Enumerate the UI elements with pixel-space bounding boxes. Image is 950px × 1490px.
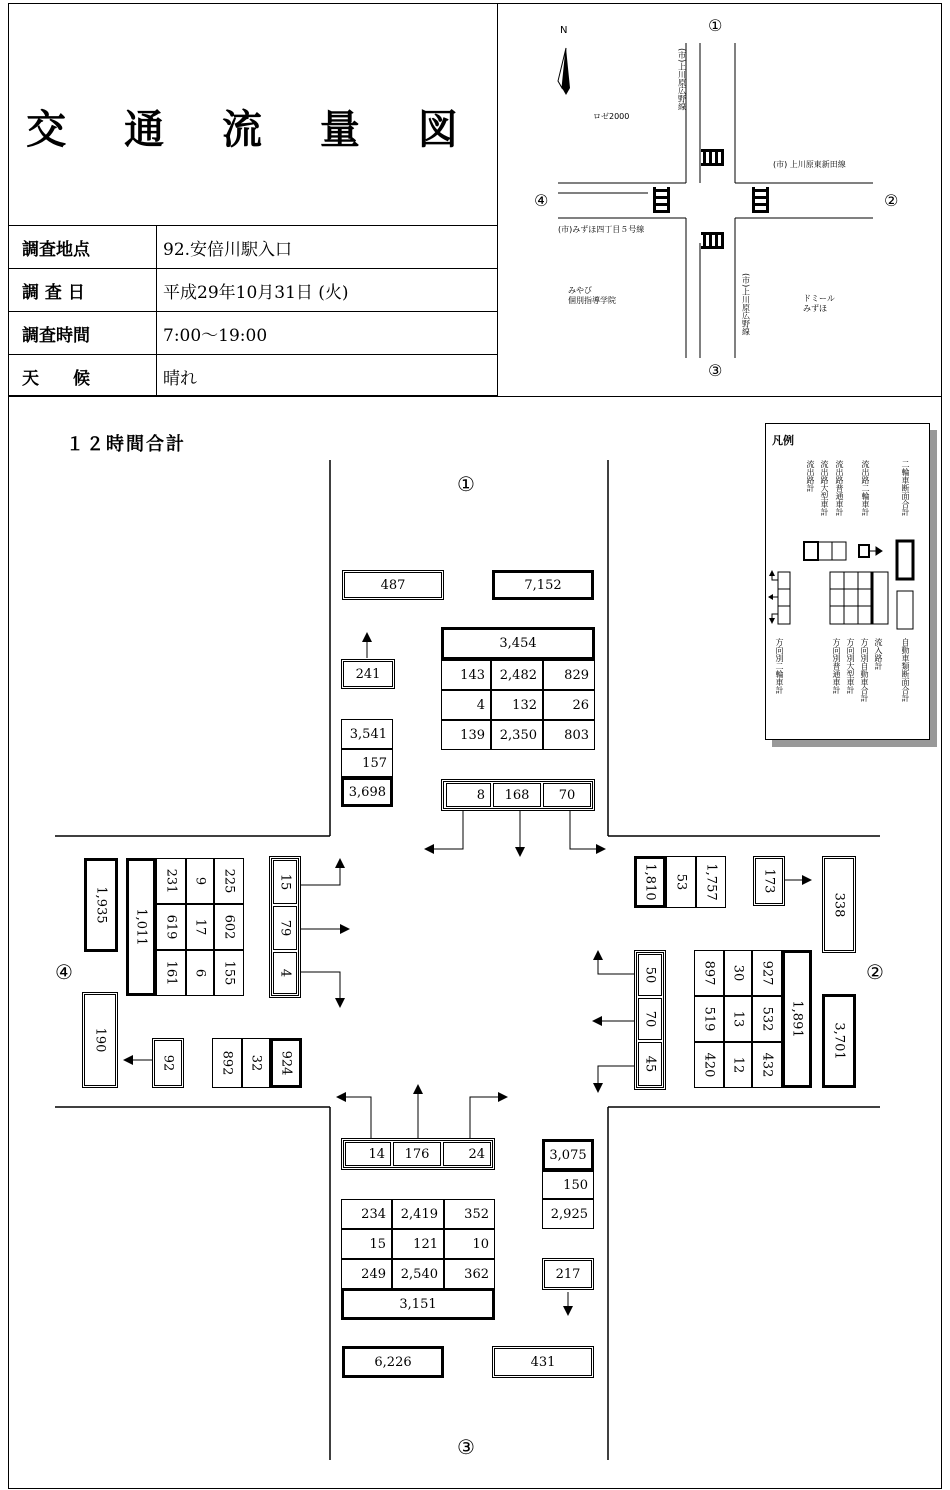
east-grid-cell	[752, 950, 782, 996]
map-approach-2: ②	[884, 191, 899, 210]
south-grid-cell: 10	[444, 1229, 495, 1259]
page-title: 交 通 流 量 図	[26, 107, 480, 153]
info-label: 調査時間	[8, 312, 157, 355]
south-out-bike: 217	[542, 1258, 594, 1290]
road-label-east: (市) 上川原東新田線	[773, 160, 846, 169]
east-bike-section-total	[822, 856, 856, 953]
west-in-total	[126, 858, 156, 996]
west-grid-text: 619	[163, 914, 179, 940]
east-auto-section-text: 3,701	[831, 1022, 847, 1060]
north-in-total: 3,454	[441, 627, 595, 660]
south-out-sum: 3,075	[542, 1139, 594, 1171]
south-auto-section-total: 6,226	[342, 1346, 444, 1378]
west-out-sum	[270, 1038, 302, 1088]
landmark-miyabi: みやび個別指導学院	[568, 286, 616, 305]
east-grid-cell	[752, 1042, 782, 1088]
east-grid-text: 532	[759, 1006, 775, 1032]
east-grid-text: 897	[701, 960, 717, 986]
south-in-total: 3,151	[341, 1288, 495, 1320]
approach-label-north: ①	[457, 472, 475, 496]
west-grid-cell	[214, 904, 244, 950]
south-bike-direction: 24	[443, 1142, 491, 1166]
east-out-bike-text: 173	[761, 868, 777, 894]
west-grid-cell	[214, 950, 244, 996]
legend-label: 方向別大型車計	[846, 638, 855, 694]
north-grid-cell: 139	[441, 720, 491, 750]
east-bike-section-text: 338	[831, 892, 847, 917]
legend	[765, 423, 930, 740]
west-bike-section-text: 190	[92, 1027, 108, 1053]
east-bike-direction	[638, 998, 662, 1040]
east-grid-cell	[694, 1042, 724, 1088]
south-bike-section-total: 431	[492, 1346, 594, 1378]
info-label: 調 査 日	[8, 269, 157, 312]
north-bike-direction: 168	[493, 783, 541, 807]
west-out-normal-text: 892	[219, 1050, 235, 1076]
south-grid-cell: 249	[341, 1259, 392, 1289]
east-grid-cell	[724, 950, 752, 996]
west-grid-text: 155	[221, 960, 237, 986]
east-out-sum-text: 1,810	[642, 863, 658, 901]
north-bike-direction: 8	[446, 783, 491, 807]
west-auto-section-text: 1,935	[93, 886, 109, 924]
west-bike-direction	[273, 860, 297, 904]
west-grid-text: 225	[221, 868, 237, 894]
north-grid-cell: 143	[441, 660, 491, 690]
info-value: 92.安倍川駅入口	[157, 226, 499, 269]
west-bike-direction-text: 79	[277, 919, 293, 937]
west-grid-cell	[186, 950, 214, 996]
west-grid-cell	[156, 904, 186, 950]
east-in-total-text: 1,891	[789, 1000, 805, 1038]
west-out-bike	[152, 1038, 184, 1088]
legend-label: 自動車類断面合計	[901, 638, 910, 702]
east-grid-cell	[694, 996, 724, 1042]
west-grid-cell	[156, 858, 186, 904]
map-approach-3: ③	[708, 361, 723, 380]
west-bike-direction-text: 4	[277, 968, 293, 978]
north-grid-cell: 4	[441, 690, 491, 720]
info-value: 晴れ	[157, 355, 499, 398]
north-out-total: 3,541	[341, 719, 393, 749]
east-grid-text: 12	[730, 1056, 746, 1074]
south-grid-cell: 234	[341, 1199, 392, 1229]
north-label: N	[560, 25, 568, 36]
west-out-sum-text: 924	[278, 1050, 294, 1076]
west-grid-cell	[186, 858, 214, 904]
west-grid-text: 9	[192, 876, 208, 886]
road-label-north: (市)上川原広野線	[677, 48, 687, 111]
west-grid-text: 231	[163, 868, 179, 894]
east-grid-text: 432	[759, 1052, 775, 1078]
west-grid-cell	[186, 904, 214, 950]
east-out-large-text: 53	[673, 873, 689, 891]
west-grid-text: 161	[163, 960, 179, 986]
south-grid-cell: 2,540	[392, 1259, 444, 1289]
west-bike-section-total	[82, 992, 118, 1088]
south-out-normal: 2,925	[542, 1199, 594, 1229]
legend-label: 流出路大型車計	[820, 460, 829, 516]
info-value: 7:00～19:00	[157, 312, 499, 355]
east-bike-direction-text: 50	[642, 966, 658, 984]
north-grid-cell: 2,350	[491, 720, 543, 750]
east-grid-text: 30	[730, 964, 746, 982]
west-grid-cell	[214, 858, 244, 904]
south-grid-cell: 15	[341, 1229, 392, 1259]
landmark-domir: ドミールみずほ	[803, 294, 835, 313]
approach-label-east: ②	[866, 960, 884, 984]
east-grid-text: 519	[701, 1006, 717, 1032]
east-auto-section-total	[822, 994, 856, 1088]
legend-label: 方向別自動車合計	[860, 638, 869, 702]
north-bike-direction: 70	[543, 783, 591, 807]
west-bike-direction	[273, 952, 297, 994]
east-out-normal	[696, 856, 726, 908]
west-out-normal	[212, 1038, 242, 1088]
landmark-roze: ロゼ2000	[593, 112, 630, 121]
legend-label: 二輪車断面合計	[901, 460, 910, 516]
west-auto-section-total	[84, 858, 118, 952]
approach-label-west: ④	[55, 960, 73, 984]
north-grid-cell: 803	[543, 720, 595, 750]
north-out-sum: 3,698	[341, 777, 393, 807]
east-grid-text: 927	[759, 960, 775, 986]
east-grid-text: 420	[701, 1052, 717, 1078]
north-grid-cell: 2,482	[491, 660, 543, 690]
east-grid-cell	[694, 950, 724, 996]
north-grid-cell: 829	[543, 660, 595, 690]
east-bike-direction-text: 45	[642, 1055, 658, 1073]
west-bike-direction-text: 15	[277, 873, 293, 891]
south-out-large: 150	[542, 1171, 594, 1199]
north-out-bike: 241	[341, 659, 395, 689]
map-approach-4: ④	[534, 191, 549, 210]
east-out-sum	[634, 856, 666, 908]
east-bike-direction	[638, 1042, 662, 1086]
east-grid-cell	[724, 1042, 752, 1088]
east-bike-direction-text: 70	[642, 1010, 658, 1028]
road-label-west: (市)みずほ四丁目５号線	[558, 225, 645, 234]
south-grid-cell: 121	[392, 1229, 444, 1259]
west-in-total-text: 1,011	[133, 908, 149, 946]
west-bike-direction	[273, 906, 297, 950]
north-grid-cell: 26	[543, 690, 595, 720]
west-grid-text: 17	[192, 918, 208, 936]
south-grid-cell: 362	[444, 1259, 495, 1289]
legend-label: 方向別普通車計	[832, 638, 841, 694]
east-grid-cell	[724, 996, 752, 1042]
east-grid-cell	[752, 996, 782, 1042]
west-grid-cell	[156, 950, 186, 996]
east-in-total	[782, 950, 812, 1088]
east-out-large	[666, 856, 696, 908]
south-bike-direction: 176	[393, 1142, 441, 1166]
south-grid-cell: 2,419	[392, 1199, 444, 1229]
south-grid-cell: 352	[444, 1199, 495, 1229]
legend-label: 流出路計	[806, 460, 815, 492]
legend-label: 流入路計	[874, 638, 883, 670]
info-label: 天 候	[8, 355, 157, 398]
legend-label: 流出路二輪車計	[861, 460, 870, 516]
legend-title: 凡例	[772, 434, 794, 447]
north-out-large: 157	[341, 749, 393, 777]
road-label-south: (市)上川原広野線	[741, 273, 751, 336]
legend-label: 方向別二輪車計	[775, 638, 784, 694]
info-value: 平成29年10月31日 (火)	[157, 269, 499, 312]
west-out-large	[242, 1038, 270, 1088]
east-out-bike	[753, 856, 785, 906]
east-bike-direction	[638, 954, 662, 996]
east-out-normal-text: 1,757	[703, 863, 719, 901]
east-grid-text: 13	[730, 1010, 746, 1028]
west-grid-text: 6	[192, 968, 208, 978]
west-out-bike-text: 92	[160, 1054, 176, 1072]
west-out-large-text: 32	[248, 1054, 264, 1072]
map-approach-1: ①	[708, 16, 723, 35]
north-grid-cell: 132	[491, 690, 543, 720]
west-grid-text: 602	[221, 914, 237, 940]
south-bike-direction: 14	[345, 1142, 391, 1166]
approach-label-south: ③	[457, 1435, 475, 1459]
legend-label: 流出路普通車計	[835, 460, 844, 516]
info-label: 調査地点	[8, 226, 157, 269]
subtitle: １２時間合計	[66, 434, 186, 455]
north-bike-section-total: 487	[342, 570, 444, 600]
north-auto-section-total: 7,152	[492, 570, 594, 600]
